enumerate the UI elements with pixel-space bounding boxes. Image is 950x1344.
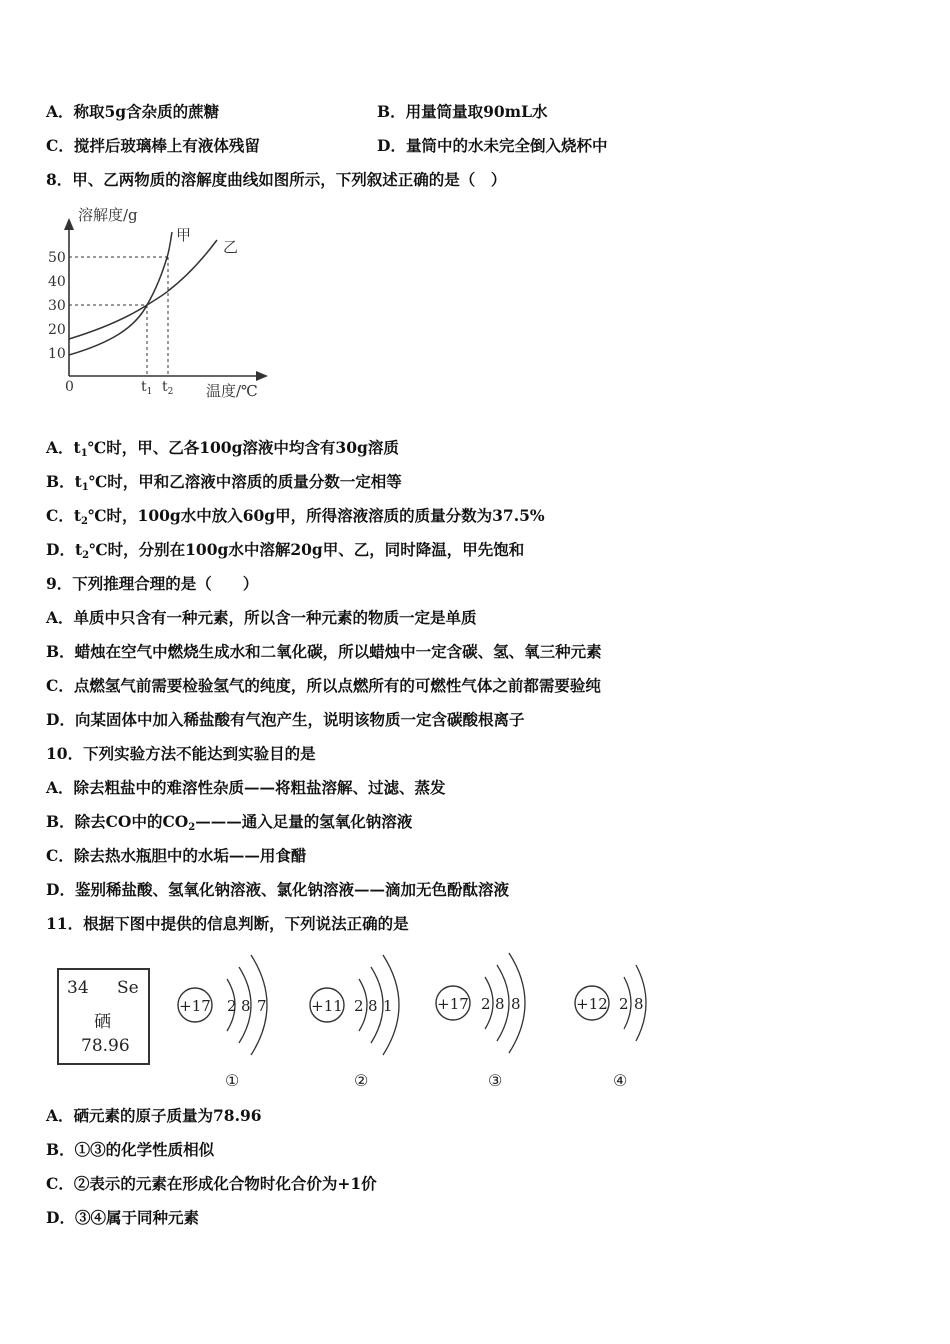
q7-option-a: A．称取5g含杂质的蔗糖 xyxy=(46,102,220,121)
q9-option-b: B．蜡烛在空气中燃烧生成水和二氧化碳，所以蜡烛中一定含碳、氢、氧三种元素 xyxy=(46,642,602,661)
q9-option-c: C．点燃氢气前需要检验氢气的纯度，所以点燃所有的可燃性气体之前都需要验纯 xyxy=(46,676,601,695)
element-symbol: Se xyxy=(117,978,139,998)
atomic-mass: 78.96 xyxy=(81,1036,130,1056)
nucleus-4-charge: +12 xyxy=(576,995,608,1013)
q11-stem: 11．根据下图中提供的信息判断，下列说法正确的是 xyxy=(46,914,409,933)
electron-4-1: 2 xyxy=(619,995,629,1013)
electron-3-3: 8 xyxy=(511,995,521,1013)
q7-option-d: D．量筒中的水未完全倒入烧杯中 xyxy=(377,136,608,155)
q8-option-d: D．$t_2℃$时，分别在100g水中溶解20g甲、乙，同时降温，甲先饱和 xyxy=(46,540,525,561)
q11-option-b: B．①③的化学性质相似 xyxy=(46,1140,215,1159)
y-tick-40: 40 xyxy=(48,274,66,290)
atom-1-label: ① xyxy=(225,1071,240,1090)
q9-option-d: D．向某固体中加入稀盐酸有气泡产生，说明该物质一定含碳酸根离子 xyxy=(46,710,525,729)
element-name: 硒 xyxy=(94,1012,111,1032)
y-tick-10: 10 xyxy=(48,346,66,362)
q9-stem: 9．下列推理合理的是（ ） xyxy=(46,574,259,593)
q7-option-b: B．用量筒量取90mL水 xyxy=(377,102,548,121)
atom-2 xyxy=(310,955,399,1090)
y-tick-20: 20 xyxy=(48,322,66,338)
atom-4-label: ④ xyxy=(613,1071,628,1090)
electron-4-2: 8 xyxy=(634,995,644,1013)
electron-2-1: 2 xyxy=(354,997,364,1015)
electron-3-1: 2 xyxy=(481,995,491,1013)
q8-option-b: B．$t_1℃$时，甲和乙溶液中溶质的质量分数一定相等 xyxy=(46,472,402,493)
q8-option-c: C．$t_2℃$时，100g水中放入60g甲，所得溶液溶质的质量分数为37.5% xyxy=(46,506,545,527)
y-axis-label: 溶解度/g xyxy=(78,206,138,224)
origin-label: 0 xyxy=(65,379,74,395)
atom-2-label: ② xyxy=(354,1071,369,1090)
q9-option-a: A．单质中只含有一种元素，所以含一种元素的物质一定是单质 xyxy=(46,608,477,627)
q11-option-c: C．②表示的元素在形成化合物时化合价为+1价 xyxy=(46,1174,377,1193)
x-tick-t2: $t_2$ xyxy=(162,379,174,397)
q10-option-a: A．除去粗盐中的难溶性杂质——将粗盐溶解、过滤、蒸发 xyxy=(46,778,446,797)
q10-option-c: C．除去热水瓶胆中的水垢——用食醋 xyxy=(46,846,307,865)
electron-2-2: 8 xyxy=(368,997,378,1015)
nucleus-2-charge: +11 xyxy=(311,997,343,1015)
selenium-periodic-cell xyxy=(57,968,150,1065)
series-label-yi: 乙 xyxy=(223,238,239,256)
atom-diagrams xyxy=(160,940,660,1095)
q11-option-d: D．③④属于同种元素 xyxy=(46,1208,199,1227)
atom-1 xyxy=(178,955,267,1090)
x-axis-label: 温度/℃ xyxy=(206,382,258,400)
nucleus-1-charge: +17 xyxy=(179,997,211,1015)
q7-option-c: C．搅拌后玻璃棒上有液体残留 xyxy=(46,136,260,155)
electron-1-1: 2 xyxy=(227,997,237,1015)
y-tick-50: 50 xyxy=(48,250,66,266)
series-label-jia: 甲 xyxy=(176,226,192,244)
y-ticks xyxy=(48,250,66,362)
nucleus-3-charge: +17 xyxy=(437,995,469,1013)
atom-4 xyxy=(575,965,646,1090)
electron-3-2: 8 xyxy=(495,995,505,1013)
y-axis-arrow xyxy=(64,218,74,230)
q11-option-a: A．硒元素的原子质量为78.96 xyxy=(46,1106,262,1125)
x-axis-arrow xyxy=(256,371,268,381)
y-tick-30: 30 xyxy=(48,298,66,314)
atom-3 xyxy=(436,953,525,1090)
q10-stem: 10．下列实验方法不能达到实验目的是 xyxy=(46,744,316,763)
q10-option-b: B．除去CO中的$CO_2———$通入足量的氢氧化钠溶液 xyxy=(46,812,413,833)
electron-1-3: 7 xyxy=(257,997,267,1015)
q8-option-a: A．$t_1℃$时，甲、乙各100g溶液中均含有30g溶质 xyxy=(46,438,399,459)
curve-yi xyxy=(69,240,217,339)
x-tick-t1: $t_1$ xyxy=(141,379,153,397)
electron-2-3: 1 xyxy=(383,997,393,1015)
solubility-chart xyxy=(40,198,280,408)
atom-3-label: ③ xyxy=(488,1071,503,1090)
electron-1-2: 8 xyxy=(241,997,251,1015)
q8-stem: 8．甲、乙两物质的溶解度曲线如图所示，下列叙述正确的是（ ） xyxy=(46,170,507,189)
q10-option-d: D．鉴别稀盐酸、氢氧化钠溶液、氯化钠溶液——滴加无色酚酞溶液 xyxy=(46,880,509,899)
atomic-number: 34 xyxy=(67,978,89,998)
curve-jia xyxy=(69,232,172,355)
